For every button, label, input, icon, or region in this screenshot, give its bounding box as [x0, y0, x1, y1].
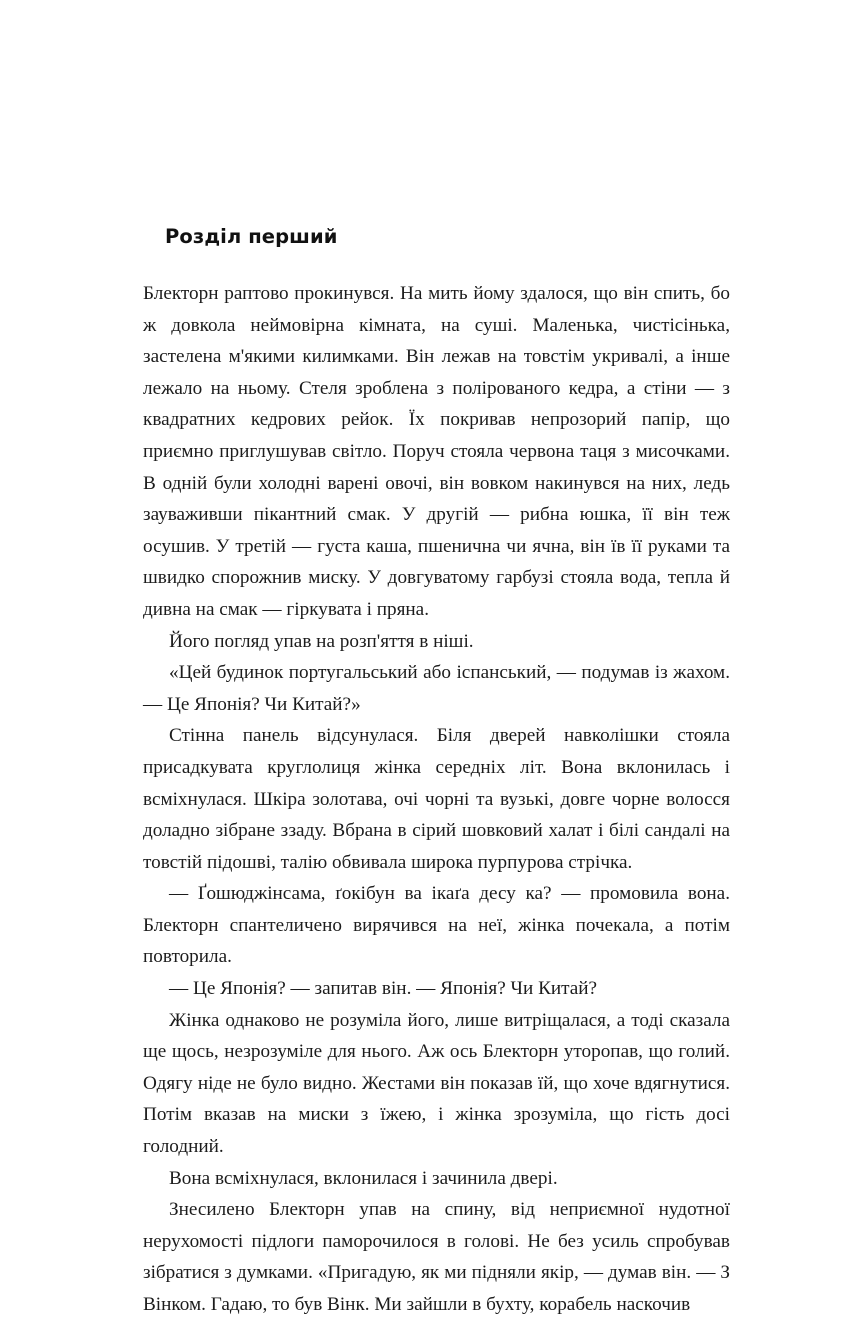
paragraph: Знесилено Блекторн упав на спину, від неприємної нудотної нерухомості підлоги паморочилося в голові. Не без усиль спробував зібратися з думками. «Пригадую, як ми підняли якір, — думав він. — З Вінком. Гадаю, то був Вінк. Ми зайшли в бухту, корабель наскочив: [143, 1199, 730, 1315]
paragraph: — Це Японія? — запитав він. — Японія? Чи Китай?: [169, 978, 598, 1000]
paragraph: Стінна панель відсунулася. Біля дверей навколішки стояла присадкувата круглолиця жінка середніх літ. Вона вклонилась і всміхнулася. Шкіра золотава, очі чорні та вузькі, довге чорне волосся доладно зібране ззаду. Вбрана в сірий шовковий халат і білі сандалі на товстій підошві, талію обвивала широка пурпурова стрічка.: [143, 725, 730, 873]
paragraph: — Ґошюджінсама, ґокібун ва ікаґа десу ка? — промовила вона. Блекторн спантеличено вирячився на неї, жінка почекала, а потім повторила.: [143, 883, 730, 968]
body-text: [143, 278, 730, 1321]
paragraph: Жінка однаково не розуміла його, лише витріщалася, а тоді сказала ще щось, незрозуміле для нього. Аж ось Блекторн уторопав, що голий. Одягу ніде не було видно. Жестами він показав їй, що хоче вдягнутися. Потім вказав на миски з їжею, і жінка зрозуміла, що гість досі голодний.: [143, 1009, 730, 1158]
paragraph: Блекторн раптово прокинувся. На мить йому здалося, що він спить, бо ж довкола неймовірна кімната, на суші. Маленька, чистісінька, застелена м'якими килимками. Він лежав на товстім укривалі, а інше лежало на ньому. Стеля зроблена з полірованого кедра, а стіни — з квадратних кедрових рейок. Їх покривав непрозорий папір, що приємно приглушував світло. Поруч стояла червона таця з мисочками. В одній були холодні варені овочі, він вовком накинувся на них, ледь зауваживши пікантний смак. У другій — рибна юшка, її він теж осушив. У третій — густа каша, пшенична чи ячна, він їв її руками та швидко спорожнив миску. У довгуватому гарбузі стояла вода, тепла й дивна на смак — гіркувата і пряна.: [143, 283, 730, 620]
paragraph: Його погляд упав на розп'яття в ніші.: [169, 630, 474, 652]
paragraph: Вона всміхнулася, вклонилася і зачинила двері.: [169, 1167, 558, 1189]
paragraph: «Цей будинок португальський або іспанський, — подумав із жахом. — Це Японія? Чи Китай?»: [143, 662, 730, 715]
chapter-title: Розділ перший: [165, 225, 338, 248]
